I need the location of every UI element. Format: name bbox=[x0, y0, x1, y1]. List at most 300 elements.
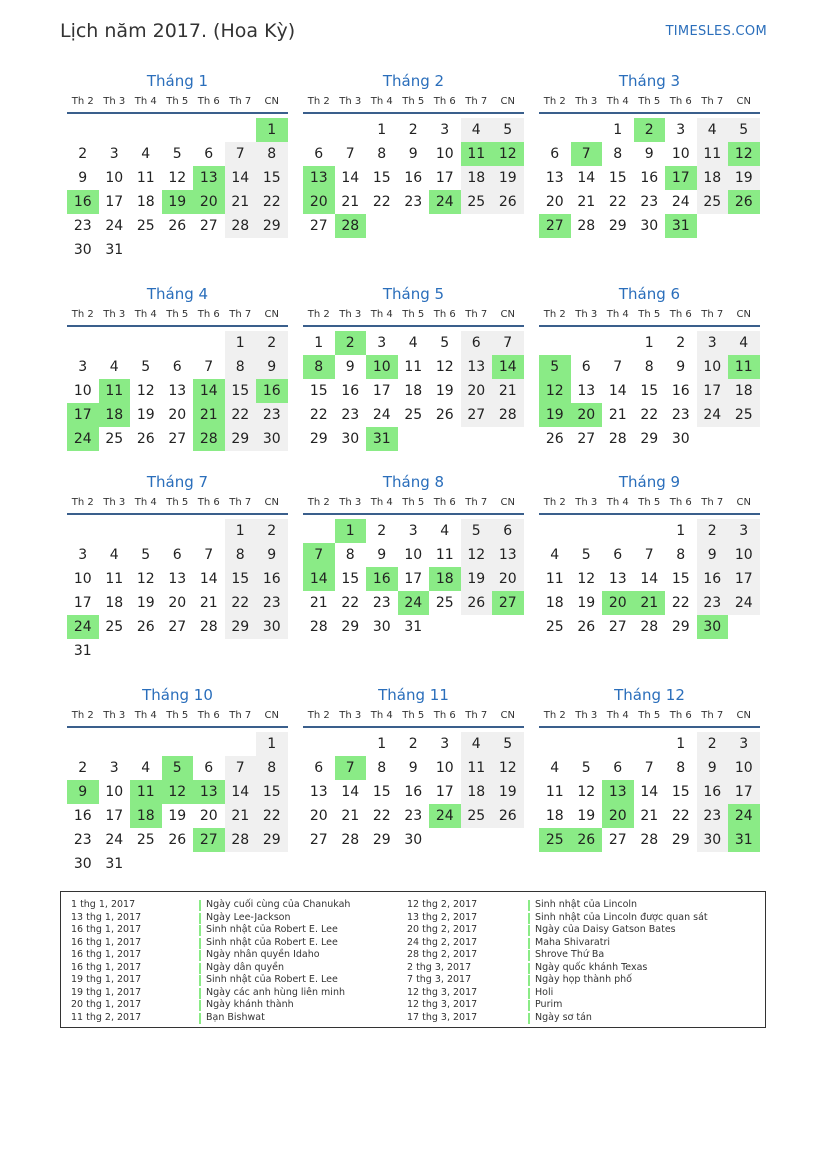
day-cell: 8 bbox=[676, 547, 686, 563]
weekday-label: Th 3 bbox=[339, 309, 362, 320]
weekday-label: Th 2 bbox=[307, 710, 330, 721]
day-cell: 9 bbox=[408, 760, 418, 776]
day-cell: 20 bbox=[199, 808, 218, 824]
day-cell: 31 bbox=[105, 856, 124, 872]
day-cell: 26 bbox=[136, 619, 155, 635]
holiday-day-cell: 18 bbox=[429, 567, 461, 591]
day-cell: 27 bbox=[199, 218, 218, 234]
month-calendar bbox=[539, 686, 760, 886]
holiday-day-cell: 10 bbox=[366, 355, 398, 379]
holiday-marker bbox=[528, 913, 530, 924]
day-cell: 22 bbox=[256, 804, 288, 828]
day-cell: 1 bbox=[613, 122, 623, 138]
holiday-date: 16 thg 1, 2017 bbox=[71, 924, 142, 935]
month-calendar bbox=[303, 285, 524, 485]
day-cell: 13 bbox=[545, 170, 564, 186]
day-cell: 6 bbox=[172, 547, 182, 563]
weekday-label: Th 5 bbox=[402, 96, 425, 107]
day-cell: 19 bbox=[435, 383, 454, 399]
weekday-label: Th 5 bbox=[402, 710, 425, 721]
day-cell: 23 bbox=[372, 595, 391, 611]
weekday-label: CN bbox=[736, 497, 751, 508]
day-cell: 28 bbox=[309, 619, 328, 635]
holiday-date: 7 thg 3, 2017 bbox=[407, 974, 472, 985]
day-cell: 5 bbox=[461, 519, 493, 543]
holiday-day-cell: 9 bbox=[67, 780, 99, 804]
day-cell: 21 bbox=[341, 808, 360, 824]
day-cell: 14 bbox=[608, 383, 627, 399]
weekday-label: Th 2 bbox=[307, 96, 330, 107]
weekday-label: Th 3 bbox=[339, 497, 362, 508]
weekday-label: Th 4 bbox=[606, 309, 629, 320]
day-cell: 25 bbox=[545, 619, 564, 635]
day-cell: 6 bbox=[314, 760, 324, 776]
month-title: Tháng 1 bbox=[146, 72, 209, 90]
day-cell: 15 bbox=[256, 780, 288, 804]
holiday-name: Sinh nhật của Robert E. Lee bbox=[206, 936, 338, 948]
weekday-label: Th 6 bbox=[433, 96, 456, 107]
day-cell: 22 bbox=[225, 403, 257, 427]
day-cell: 15 bbox=[372, 170, 391, 186]
holiday-day-cell: 16 bbox=[67, 190, 99, 214]
day-cell: 10 bbox=[671, 146, 690, 162]
weekday-label: CN bbox=[500, 309, 515, 320]
day-cell: 19 bbox=[492, 780, 524, 804]
day-cell: 20 bbox=[545, 194, 564, 210]
weekday-label: CN bbox=[500, 710, 515, 721]
weekday-label: Th 2 bbox=[71, 497, 94, 508]
day-cell: 7 bbox=[644, 760, 654, 776]
day-cell: 8 bbox=[256, 756, 288, 780]
header-rule bbox=[539, 112, 760, 114]
month-title: Tháng 12 bbox=[614, 686, 685, 704]
holiday-marker bbox=[199, 913, 201, 924]
day-cell: 22 bbox=[608, 194, 627, 210]
day-cell: 22 bbox=[671, 595, 690, 611]
weekday-label: CN bbox=[500, 96, 515, 107]
weekday-label: Th 5 bbox=[166, 497, 189, 508]
day-cell: 7 bbox=[492, 331, 524, 355]
day-cell: 26 bbox=[492, 804, 524, 828]
day-cell: 5 bbox=[492, 118, 524, 142]
day-cell: 22 bbox=[372, 194, 391, 210]
weekday-label: Th 7 bbox=[701, 309, 724, 320]
day-cell: 25 bbox=[461, 190, 493, 214]
day-cell: 22 bbox=[372, 808, 391, 824]
holiday-name: Bạn Bishwat bbox=[206, 1011, 265, 1023]
day-cell: 7 bbox=[204, 359, 214, 375]
day-cell: 19 bbox=[461, 567, 493, 591]
day-cell: 3 bbox=[440, 736, 450, 752]
day-cell: 9 bbox=[345, 359, 355, 375]
site-link[interactable]: TIMESLES.COM bbox=[665, 24, 767, 39]
holiday-name: Ngày nhân quyền Idaho bbox=[206, 949, 320, 960]
weekday-label: Th 4 bbox=[370, 309, 393, 320]
day-cell: 6 bbox=[492, 519, 524, 543]
day-cell: 10 bbox=[435, 760, 454, 776]
day-cell: 4 bbox=[550, 760, 560, 776]
day-cell: 30 bbox=[73, 856, 92, 872]
day-cell: 11 bbox=[697, 142, 729, 166]
holiday-marker bbox=[199, 1000, 201, 1011]
day-cell: 26 bbox=[168, 218, 187, 234]
day-cell: 6 bbox=[581, 359, 591, 375]
day-cell: 17 bbox=[435, 170, 454, 186]
weekday-label: Th 7 bbox=[229, 710, 252, 721]
day-cell: 16 bbox=[697, 567, 729, 591]
holiday-marker bbox=[199, 988, 201, 999]
day-cell: 6 bbox=[172, 359, 182, 375]
day-cell: 5 bbox=[581, 547, 591, 563]
holiday-day-cell: 2 bbox=[634, 118, 666, 142]
holiday-day-cell: 21 bbox=[193, 403, 225, 427]
day-cell: 5 bbox=[440, 335, 450, 351]
day-cell: 25 bbox=[435, 595, 454, 611]
day-cell: 7 bbox=[345, 146, 355, 162]
day-cell: 17 bbox=[73, 595, 92, 611]
weekday-label: Th 6 bbox=[433, 710, 456, 721]
day-cell: 1 bbox=[256, 732, 288, 756]
holiday-day-cell: 12 bbox=[728, 142, 760, 166]
weekday-label: Th 6 bbox=[197, 309, 220, 320]
month-calendar bbox=[303, 686, 524, 886]
day-cell: 24 bbox=[105, 832, 124, 848]
day-cell: 4 bbox=[408, 335, 418, 351]
day-cell: 21 bbox=[608, 407, 627, 423]
day-cell: 15 bbox=[309, 383, 328, 399]
day-cell: 17 bbox=[728, 567, 760, 591]
day-cell: 12 bbox=[577, 784, 596, 800]
day-cell: 25 bbox=[105, 431, 124, 447]
holiday-date: 19 thg 1, 2017 bbox=[71, 986, 142, 998]
holiday-day-cell: 14 bbox=[492, 355, 524, 379]
day-cell: 13 bbox=[577, 383, 596, 399]
page-title: Lịch năm 2017. (Hoa Kỳ) bbox=[60, 20, 296, 42]
day-cell: 30 bbox=[73, 242, 92, 258]
day-cell: 17 bbox=[728, 780, 760, 804]
holiday-marker bbox=[528, 938, 530, 949]
day-cell: 8 bbox=[377, 146, 387, 162]
day-cell: 3 bbox=[377, 335, 387, 351]
holiday-day-cell: 24 bbox=[728, 804, 760, 828]
day-cell: 12 bbox=[461, 543, 493, 567]
day-cell: 14 bbox=[199, 571, 218, 587]
day-cell: 10 bbox=[73, 383, 92, 399]
holiday-date: 16 thg 1, 2017 bbox=[71, 936, 142, 948]
holiday-day-cell: 7 bbox=[571, 142, 603, 166]
day-cell: 30 bbox=[671, 431, 690, 447]
holiday-day-cell: 5 bbox=[162, 756, 194, 780]
holiday-day-cell: 13 bbox=[303, 166, 335, 190]
day-cell: 3 bbox=[676, 122, 686, 138]
day-cell: 22 bbox=[341, 595, 360, 611]
day-cell: 5 bbox=[492, 732, 524, 756]
day-cell: 4 bbox=[728, 331, 760, 355]
holiday-day-cell: 28 bbox=[335, 214, 367, 238]
day-cell: 2 bbox=[256, 519, 288, 543]
weekday-label: Th 2 bbox=[543, 309, 566, 320]
day-cell: 9 bbox=[377, 547, 387, 563]
holiday-day-cell: 12 bbox=[162, 780, 194, 804]
day-cell: 5 bbox=[172, 146, 182, 162]
day-cell: 10 bbox=[73, 571, 92, 587]
day-cell: 9 bbox=[78, 170, 88, 186]
holiday-day-cell: 14 bbox=[303, 567, 335, 591]
weekday-label: Th 5 bbox=[638, 96, 661, 107]
header-rule bbox=[303, 726, 524, 728]
day-cell: 29 bbox=[671, 619, 690, 635]
day-cell: 26 bbox=[577, 619, 596, 635]
day-cell: 16 bbox=[404, 784, 423, 800]
day-cell: 17 bbox=[404, 571, 423, 587]
weekday-label: Th 3 bbox=[575, 96, 598, 107]
day-cell: 25 bbox=[136, 832, 155, 848]
day-cell: 3 bbox=[109, 146, 119, 162]
holiday-day-cell: 5 bbox=[539, 355, 571, 379]
day-cell: 28 bbox=[199, 619, 218, 635]
holiday-marker bbox=[199, 950, 201, 961]
day-cell: 9 bbox=[256, 543, 288, 567]
holiday-day-cell: 28 bbox=[193, 427, 225, 451]
day-cell: 8 bbox=[225, 355, 257, 379]
header-rule bbox=[303, 325, 524, 327]
weekday-label: Th 2 bbox=[543, 710, 566, 721]
day-cell: 21 bbox=[225, 190, 257, 214]
holiday-day-cell: 27 bbox=[492, 591, 524, 615]
day-cell: 12 bbox=[435, 359, 454, 375]
day-cell: 25 bbox=[461, 804, 493, 828]
weekday-label: Th 6 bbox=[197, 710, 220, 721]
day-cell: 27 bbox=[168, 619, 187, 635]
month-calendar bbox=[67, 72, 288, 272]
day-cell: 8 bbox=[256, 142, 288, 166]
holiday-marker bbox=[528, 1000, 530, 1011]
day-cell: 14 bbox=[640, 571, 659, 587]
day-cell: 22 bbox=[640, 407, 659, 423]
weekday-label: Th 2 bbox=[71, 710, 94, 721]
holiday-day-cell: 12 bbox=[539, 379, 571, 403]
day-cell: 15 bbox=[225, 379, 257, 403]
weekday-label: Th 3 bbox=[575, 309, 598, 320]
day-cell: 10 bbox=[728, 543, 760, 567]
day-cell: 11 bbox=[545, 571, 564, 587]
holiday-date: 12 thg 3, 2017 bbox=[407, 999, 478, 1010]
holiday-day-cell: 18 bbox=[130, 804, 162, 828]
holiday-day-cell: 16 bbox=[366, 567, 398, 591]
day-cell: 27 bbox=[168, 431, 187, 447]
day-cell: 3 bbox=[78, 547, 88, 563]
weekday-label: Th 5 bbox=[402, 497, 425, 508]
day-cell: 25 bbox=[105, 619, 124, 635]
day-cell: 9 bbox=[408, 146, 418, 162]
day-cell: 8 bbox=[225, 543, 257, 567]
holiday-date: 17 thg 3, 2017 bbox=[407, 1011, 478, 1023]
weekday-label: CN bbox=[264, 309, 279, 320]
day-cell: 9 bbox=[697, 756, 729, 780]
holiday-name: Sinh nhật của Robert E. Lee bbox=[206, 924, 338, 935]
weekday-label: Th 3 bbox=[103, 96, 126, 107]
weekday-label: Th 6 bbox=[197, 96, 220, 107]
day-cell: 18 bbox=[545, 595, 564, 611]
day-cell: 20 bbox=[461, 379, 493, 403]
weekday-label: Th 7 bbox=[465, 309, 488, 320]
weekday-label: Th 3 bbox=[575, 710, 598, 721]
day-cell: 10 bbox=[105, 170, 124, 186]
day-cell: 23 bbox=[640, 194, 659, 210]
holiday-day-cell: 11 bbox=[728, 355, 760, 379]
day-cell: 23 bbox=[341, 407, 360, 423]
day-cell: 17 bbox=[435, 784, 454, 800]
day-cell: 5 bbox=[728, 118, 760, 142]
day-cell: 22 bbox=[256, 190, 288, 214]
day-cell: 27 bbox=[461, 403, 493, 427]
day-cell: 15 bbox=[256, 166, 288, 190]
day-cell: 20 bbox=[168, 595, 187, 611]
holiday-day-cell: 24 bbox=[429, 804, 461, 828]
day-cell: 23 bbox=[73, 832, 92, 848]
holiday-day-cell: 13 bbox=[193, 780, 225, 804]
weekday-label: CN bbox=[264, 497, 279, 508]
holiday-name: Ngày họp thành phố bbox=[535, 974, 632, 985]
day-cell: 19 bbox=[728, 166, 760, 190]
day-cell: 18 bbox=[545, 808, 564, 824]
day-cell: 15 bbox=[671, 784, 690, 800]
day-cell: 7 bbox=[204, 547, 214, 563]
day-cell: 15 bbox=[341, 571, 360, 587]
day-cell: 28 bbox=[640, 619, 659, 635]
holiday-date: 20 thg 2, 2017 bbox=[407, 924, 478, 935]
weekday-label: Th 3 bbox=[103, 497, 126, 508]
day-cell: 30 bbox=[256, 427, 288, 451]
holiday-day-cell: 31 bbox=[665, 214, 697, 238]
day-cell: 26 bbox=[545, 431, 564, 447]
weekday-label: Th 5 bbox=[402, 309, 425, 320]
header-rule bbox=[539, 325, 760, 327]
holiday-day-cell: 26 bbox=[571, 828, 603, 852]
day-cell: 4 bbox=[440, 523, 450, 539]
day-cell: 1 bbox=[377, 736, 387, 752]
holiday-day-cell: 17 bbox=[665, 166, 697, 190]
day-cell: 25 bbox=[728, 403, 760, 427]
day-cell: 1 bbox=[225, 519, 257, 543]
holiday-marker bbox=[528, 988, 530, 999]
day-cell: 5 bbox=[141, 547, 151, 563]
month-title: Tháng 8 bbox=[382, 473, 445, 491]
day-cell: 8 bbox=[676, 760, 686, 776]
day-cell: 23 bbox=[73, 218, 92, 234]
weekday-label: CN bbox=[500, 497, 515, 508]
day-cell: 12 bbox=[136, 571, 155, 587]
month-title: Tháng 4 bbox=[146, 285, 209, 303]
holiday-date: 28 thg 2, 2017 bbox=[407, 949, 478, 960]
holiday-day-cell: 2 bbox=[335, 331, 367, 355]
day-cell: 10 bbox=[404, 547, 423, 563]
day-cell: 3 bbox=[78, 359, 88, 375]
day-cell: 28 bbox=[341, 832, 360, 848]
holiday-day-cell: 12 bbox=[492, 142, 524, 166]
day-cell: 21 bbox=[640, 808, 659, 824]
day-cell: 9 bbox=[644, 146, 654, 162]
holiday-day-cell: 7 bbox=[303, 543, 335, 567]
weekday-label: Th 7 bbox=[229, 309, 252, 320]
day-cell: 2 bbox=[78, 760, 88, 776]
day-cell: 19 bbox=[577, 808, 596, 824]
day-cell: 29 bbox=[225, 427, 257, 451]
day-cell: 1 bbox=[377, 122, 387, 138]
day-cell: 29 bbox=[256, 828, 288, 852]
holiday-day-cell: 11 bbox=[461, 142, 493, 166]
day-cell: 30 bbox=[372, 619, 391, 635]
day-cell: 29 bbox=[225, 615, 257, 639]
day-cell: 1 bbox=[314, 335, 324, 351]
day-cell: 14 bbox=[341, 784, 360, 800]
holiday-day-cell: 19 bbox=[539, 403, 571, 427]
day-cell: 23 bbox=[697, 591, 729, 615]
day-cell: 29 bbox=[671, 832, 690, 848]
day-cell: 1 bbox=[676, 736, 686, 752]
day-cell: 24 bbox=[671, 194, 690, 210]
holiday-name: Ngày cuối cùng của Chanukah bbox=[206, 899, 351, 910]
month-calendar bbox=[67, 285, 288, 485]
weekday-label: Th 2 bbox=[543, 497, 566, 508]
holiday-day-cell: 20 bbox=[193, 190, 225, 214]
day-cell: 23 bbox=[697, 804, 729, 828]
weekday-label: Th 7 bbox=[701, 497, 724, 508]
holiday-day-cell: 24 bbox=[67, 615, 99, 639]
holiday-date: 11 thg 2, 2017 bbox=[71, 1011, 142, 1023]
day-cell: 9 bbox=[697, 543, 729, 567]
day-cell: 3 bbox=[109, 760, 119, 776]
holiday-marker bbox=[528, 950, 530, 961]
day-cell: 17 bbox=[105, 194, 124, 210]
day-cell: 26 bbox=[492, 190, 524, 214]
weekday-label: Th 4 bbox=[134, 309, 157, 320]
day-cell: 13 bbox=[461, 355, 493, 379]
day-cell: 24 bbox=[697, 403, 729, 427]
day-cell: 14 bbox=[640, 784, 659, 800]
day-cell: 26 bbox=[168, 832, 187, 848]
weekday-label: Th 6 bbox=[669, 96, 692, 107]
day-cell: 30 bbox=[697, 828, 729, 852]
header-rule bbox=[539, 513, 760, 515]
holiday-day-cell: 13 bbox=[193, 166, 225, 190]
day-cell: 1 bbox=[676, 523, 686, 539]
day-cell: 6 bbox=[550, 146, 560, 162]
weekday-label: Th 3 bbox=[339, 710, 362, 721]
day-cell: 6 bbox=[204, 760, 214, 776]
day-cell: 27 bbox=[577, 431, 596, 447]
day-cell: 23 bbox=[404, 194, 423, 210]
holiday-day-cell: 18 bbox=[99, 403, 131, 427]
holiday-day-cell: 21 bbox=[634, 591, 666, 615]
day-cell: 13 bbox=[608, 571, 627, 587]
weekday-label: Th 2 bbox=[71, 96, 94, 107]
day-cell: 18 bbox=[136, 194, 155, 210]
holiday-name: Holi bbox=[535, 986, 554, 998]
month-calendar bbox=[303, 473, 524, 673]
month-calendar bbox=[539, 285, 760, 485]
month-calendar bbox=[539, 72, 760, 272]
day-cell: 29 bbox=[640, 431, 659, 447]
holiday-day-cell: 31 bbox=[728, 828, 760, 852]
weekday-label: Th 7 bbox=[465, 710, 488, 721]
day-cell: 1 bbox=[225, 331, 257, 355]
weekday-label: CN bbox=[264, 710, 279, 721]
day-cell: 7 bbox=[644, 547, 654, 563]
header-rule bbox=[539, 726, 760, 728]
day-cell: 6 bbox=[314, 146, 324, 162]
header-rule bbox=[303, 112, 524, 114]
